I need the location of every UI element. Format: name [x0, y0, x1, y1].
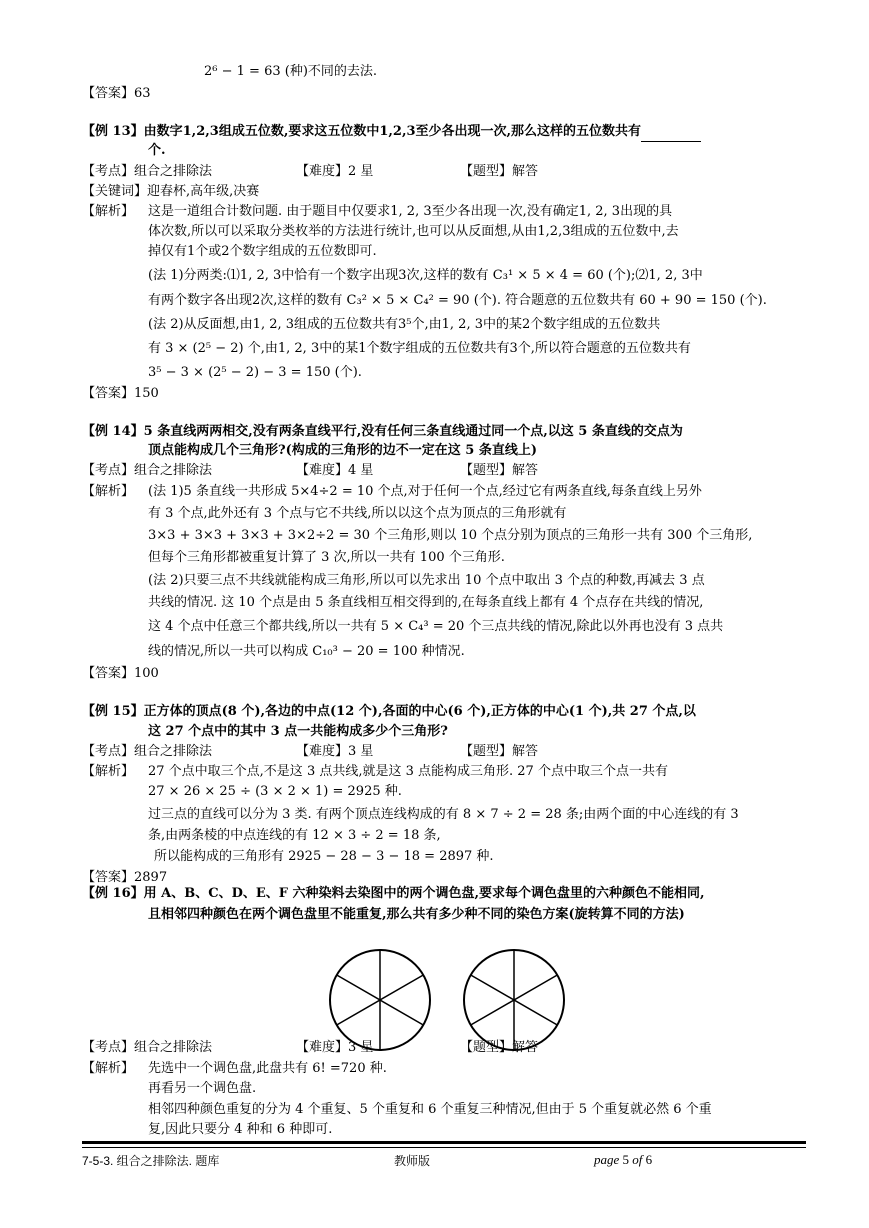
- page-current: 5: [622, 1152, 630, 1167]
- analysis-line: 体次数,所以可以采取分类枚举的方法进行统计,也可以从反面想,从由1,2,3组成的五位数中,去: [148, 224, 679, 239]
- kaodian-value: 组合之排除法: [134, 744, 213, 759]
- answer-label: 【答案】: [82, 86, 135, 101]
- example-13-meta: [82, 162, 538, 182]
- tixing-label: 【题型】: [460, 744, 513, 759]
- analysis-line: 掉仅有1个或2个数字组成的五位数即可.: [148, 244, 377, 259]
- analysis-line: 过三点的直线可以分为 3 类. 有两个顶点连线构成的有 8 × 7 ÷ 2 = 28 条;由两个面的中心连线的有 3: [148, 807, 739, 822]
- footer-title: 7-5-3. 组合之排除法. 题库: [82, 1154, 220, 1168]
- analysis-line: (法 1)5 条直线一共形成 5×4÷2 = 10 个点,对于任何一个点,经过它有两条直线,每条直线上另外: [148, 484, 702, 499]
- example-16-question: [82, 884, 705, 904]
- tixing-value: 解答: [512, 1040, 539, 1055]
- page-of: of: [632, 1152, 643, 1167]
- analysis-line: (法 1)分两类:⑴1, 2, 3中恰有一个数字出现3次,这样的数有 C₃¹ × 5 × 4 = 60 (个);⑵1, 2, 3中: [148, 268, 703, 283]
- tixing-label: 【题型】: [460, 1040, 513, 1055]
- analysis-line: 27 个点中取三个点,不是这 3 点共线,就是这 3 点能构成三角形. 27 个点中取三个点一共有: [148, 764, 668, 779]
- question-text-cont: 且相邻四种颜色在两个调色盘里不能重复,那么共有多少种不同的染色方案(旋转算不同的方法): [148, 907, 685, 922]
- question-text-cont: 个.: [148, 143, 166, 158]
- kaodian-value: 组合之排除法: [134, 1040, 213, 1055]
- question-text: 5 条直线两两相交,没有两条直线平行,没有任何三条直线通过同一个点,以这 5 条直线的交点为: [143, 424, 683, 439]
- example-14-tag: 【例 14】: [82, 424, 144, 439]
- example-14-question: [82, 422, 683, 442]
- analysis-line: (法 2)只要三点不共线就能构成三角形,所以可以先求出 10 个点中取出 3 个点的种数,再减去 3 点: [148, 573, 705, 588]
- tixing-label: 【题型】: [460, 463, 513, 478]
- analysis-line: 有两个数字各出现2次,这样的数有 C₃² × 5 × C₄² = 90 (个). 符合题意的五位数共有 60 + 90 = 150 (个).: [148, 293, 767, 308]
- nandu-label: 【难度】: [296, 744, 349, 759]
- color-wheel-right: [464, 950, 564, 1050]
- analysis-line: 先选中一个调色盘,此盘共有 6! =720 种.: [148, 1061, 387, 1076]
- tixing-value: 解答: [512, 164, 539, 179]
- footer-page-number: [594, 1152, 652, 1168]
- answer-row: [82, 664, 159, 684]
- nandu-value: 3 星: [348, 744, 374, 759]
- answer-row: [82, 84, 151, 104]
- nandu-value: 2 星: [348, 164, 374, 179]
- nandu-label: 【难度】: [296, 164, 349, 179]
- question-text: 正方体的顶点(8 个),各边的中点(12 个),各面的中心(6 个),正方体的中心(1 个),共 27 个点,以: [143, 704, 696, 719]
- analysis-line: 所以能构成的三角形有 2925 − 28 − 3 − 18 = 2897 种.: [154, 849, 494, 864]
- analysis-line: 有 3 × (2⁵ − 2) 个,由1, 2, 3中的某1个数字组成的五位数共有3个,所以符合题意的五位数共有: [148, 341, 691, 356]
- formula-line: 2⁶ − 1 = 63 (种)不同的去法.: [204, 64, 378, 79]
- analysis-line: 这 4 个点中任意三个都共线,所以一共有 5 × C₄³ = 20 个三点共线的情况,除此以外再也没有 3 点共: [148, 619, 724, 634]
- analysis-line: 这是一道组合计数问题. 由于题目中仅要求1, 2, 3至少各出现一次,没有确定1, 2, 3出现的具: [148, 204, 673, 219]
- analysis-line: 3⁵ − 3 × (2⁵ − 2) − 3 = 150 (个).: [148, 365, 362, 380]
- question-text: 由数字1,2,3组成五位数,要求这五位数中1,2,3至少各出现一次,那么这样的五位数共有: [143, 124, 642, 139]
- example-13-question: [82, 122, 701, 142]
- tixing-value: 解答: [512, 463, 539, 478]
- question-text-cont: 顶点能构成几个三角形?(构成的三角形的边不一定在这 5 条直线上): [148, 443, 538, 458]
- keywords-value: 迎春杯,高年级,决赛: [147, 184, 260, 199]
- keywords-row: [82, 182, 259, 202]
- answer-label: 【答案】: [82, 666, 135, 681]
- nandu-label: 【难度】: [296, 463, 349, 478]
- nandu-value: 3 星: [348, 1040, 374, 1055]
- footer-rule: [82, 1141, 806, 1144]
- analysis-line: 共线的情况. 这 10 个点是由 5 条直线相互相交得到的,在每条直线上都有 4 个点存在共线的情况,: [148, 595, 704, 610]
- example-15-meta: [82, 742, 538, 762]
- analysis-line: 有 3 个点,此外还有 3 个点与它不共线,所以以这个点为顶点的三角形就有: [148, 506, 567, 521]
- answer-value: 63: [134, 86, 151, 101]
- footer-edition: 教师版: [394, 1154, 431, 1168]
- analysis-line: 复,因此只要分 4 种和 6 种即可.: [148, 1122, 333, 1137]
- analysis-line: (法 2)从反面想,由1, 2, 3组成的五位数共有3⁵个,由1, 2, 3中的某2个数字组成的五位数共: [148, 317, 661, 332]
- answer-value: 100: [134, 666, 159, 681]
- answer-label: 【答案】: [82, 386, 135, 401]
- kaodian-label: 【考点】: [82, 1040, 135, 1055]
- kaodian-label: 【考点】: [82, 164, 135, 179]
- tixing-label: 【题型】: [460, 164, 513, 179]
- kaodian-value: 组合之排除法: [134, 463, 213, 478]
- analysis-line: 3×3 + 3×3 + 3×3 + 3×2÷2 = 30 个三角形,则以 10 个点分别为顶点的三角形一共有 300 个三角形,: [148, 528, 753, 543]
- answer-value: 2897: [134, 870, 168, 885]
- example-15-tag: 【例 15】: [82, 704, 144, 719]
- example-13-tag: 【例 13】: [82, 124, 144, 139]
- page-prefix: page: [594, 1152, 620, 1167]
- analysis-label: 【解析】: [82, 764, 135, 779]
- keywords-label: 【关键词】: [82, 184, 148, 199]
- answer-label: 【答案】: [82, 870, 135, 885]
- analysis-line: 但每个三角形都被重复计算了 3 次,所以一共有 100 个三角形.: [148, 550, 505, 565]
- nandu-value: 4 星: [348, 463, 374, 478]
- kaodian-label: 【考点】: [82, 463, 135, 478]
- example-16-tag: 【例 16】: [82, 886, 144, 901]
- answer-row: [82, 384, 159, 404]
- footer-rule-thin: [82, 1147, 806, 1148]
- analysis-line: 线的情况,所以一共可以构成 C₁₀³ − 20 = 100 种情况.: [148, 644, 465, 659]
- analysis-label: 【解析】: [82, 1061, 135, 1076]
- question-text-cont: 这 27 个点中的其中 3 点一共能构成多少个三角形?: [148, 724, 448, 739]
- kaodian-value: 组合之排除法: [134, 164, 213, 179]
- kaodian-label: 【考点】: [82, 744, 135, 759]
- color-wheel-left: [330, 950, 430, 1050]
- analysis-line: 再看另一个调色盘.: [148, 1081, 257, 1096]
- example-16-meta: [82, 1038, 538, 1058]
- answer-blank: [641, 127, 701, 142]
- answer-value: 150: [134, 386, 159, 401]
- analysis-label: 【解析】: [82, 204, 135, 219]
- question-text: 用 A、B、C、D、E、F 六种染料去染图中的两个调色盘,要求每个调色盘里的六种颜色不能相同,: [143, 886, 705, 901]
- analysis-line: 相邻四种颜色重复的分为 4 个重复、5 个重复和 6 个重复三种情况,但由于 5 个重复就必然 6 个重: [148, 1102, 712, 1117]
- page-total: 6: [645, 1152, 653, 1167]
- tixing-value: 解答: [512, 744, 539, 759]
- analysis-label: 【解析】: [82, 484, 135, 499]
- analysis-line: 27 × 26 × 25 ÷ (3 × 2 × 1) = 2925 种.: [148, 784, 402, 799]
- analysis-line: 条,由两条棱的中点连线的有 12 × 3 ÷ 2 = 18 条,: [148, 828, 441, 843]
- example-15-question: [82, 702, 696, 722]
- example-14-meta: [82, 461, 538, 481]
- nandu-label: 【难度】: [296, 1040, 349, 1055]
